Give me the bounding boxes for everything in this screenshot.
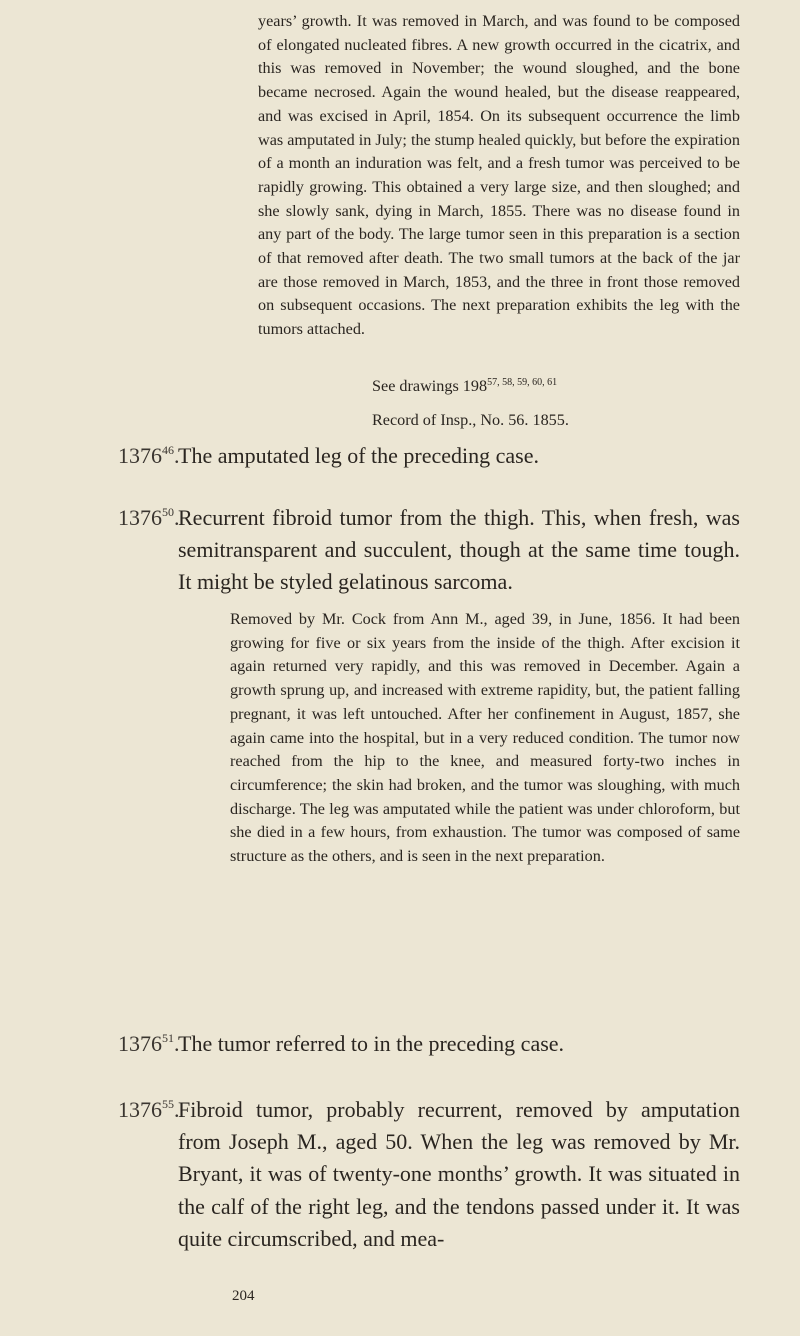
case-paragraph-text: Removed by Mr. Cock from Ann M., aged 39, in June, 1856. It had been growing for five or six years from the inside of the thigh. After excision it again returned very rapidly, and this was removed in December. Again a growth sprung up, and increased with extreme rapidity, but, the patient falling pregnant, it was left untouched. After her confinement in August, 1857, she again came into the hospital, but in a very reduced condition. The tumor now reached from the hip to the knee, and measured forty-two inches in circumference; the skin had broken, and the tumor was sloughing, with much discharge. The leg was amputated while the patient was under chloroform, but she died in a few hours, from exhaustion. The tumor was composed of same structure as the others, and is seen in the next preparation. <box>230 610 740 866</box>
intro-paragraph <box>258 10 740 342</box>
entry-text: Recurrent fibroid tumor from the thigh. This, when fresh, was semitransparent and succulent, though at the same time tough. It might be styled gelatinous sarcoma. <box>178 505 740 595</box>
entry-text: The tumor referred to in the preceding case. <box>178 1031 565 1056</box>
entry-number: 1376$^{51}$. <box>118 1031 180 1056</box>
entry-number: 1376$^{50}$. <box>118 505 180 530</box>
drawings-reference <box>372 375 557 397</box>
entry-1376-51 <box>118 1028 740 1060</box>
record-reference: Record of Insp., No. 56. 1855. <box>372 411 569 429</box>
entry-1376-50 <box>118 502 740 599</box>
entry-1376-55 <box>118 1094 740 1255</box>
entry-number: 1376$^{55}$. <box>118 1097 180 1122</box>
drawings-reference-numbers: 57, 58, 59, 60, 61 <box>487 377 558 388</box>
entry-1376-46 <box>118 440 740 472</box>
drawings-reference-text: See drawings 198 <box>372 377 488 395</box>
entry-number: 1376$^{46}$. <box>118 443 180 468</box>
intro-paragraph-text: years’ growth. It was removed in March, and was found to be composed of elongated nucleated fibres. A new growth occurred in the cicatrix, and this was removed in November; the wound sloughed, and the bone became necrosed. Again the wound healed, but the disease reappeared, and was excised in April, 1854. On its subsequent occurrence the limb was amputated in July; the stump healed quickly, but before the expiration of a month an induration was felt, and a fresh tumor was perceived to be rapidly growing. This obtained a very large size, and then sloughed; and she slowly sank, dying in March, 1855. There was no disease found in any part of the body. The large tumor seen in this preparation is a section of that removed after death. The two small tumors at the back of the jar are those removed in March, 1853, and the three in front those removed on subsequent occasions. The next preparation exhibits the leg with the tumors attached. <box>258 12 740 339</box>
case-paragraph <box>230 608 740 869</box>
page-number: 204 <box>232 1288 255 1304</box>
entry-text: The amputated leg of the preceding case. <box>178 443 540 468</box>
entry-text: Fibroid tumor, probably recurrent, removed by amputation from Joseph M., aged 50. When the leg was removed by Mr. Bryant, it was of twenty-one months’ growth. It was situated in the calf of the right leg, and the tendons passed under it. It was quite circumscribed, and mea- <box>178 1097 740 1251</box>
